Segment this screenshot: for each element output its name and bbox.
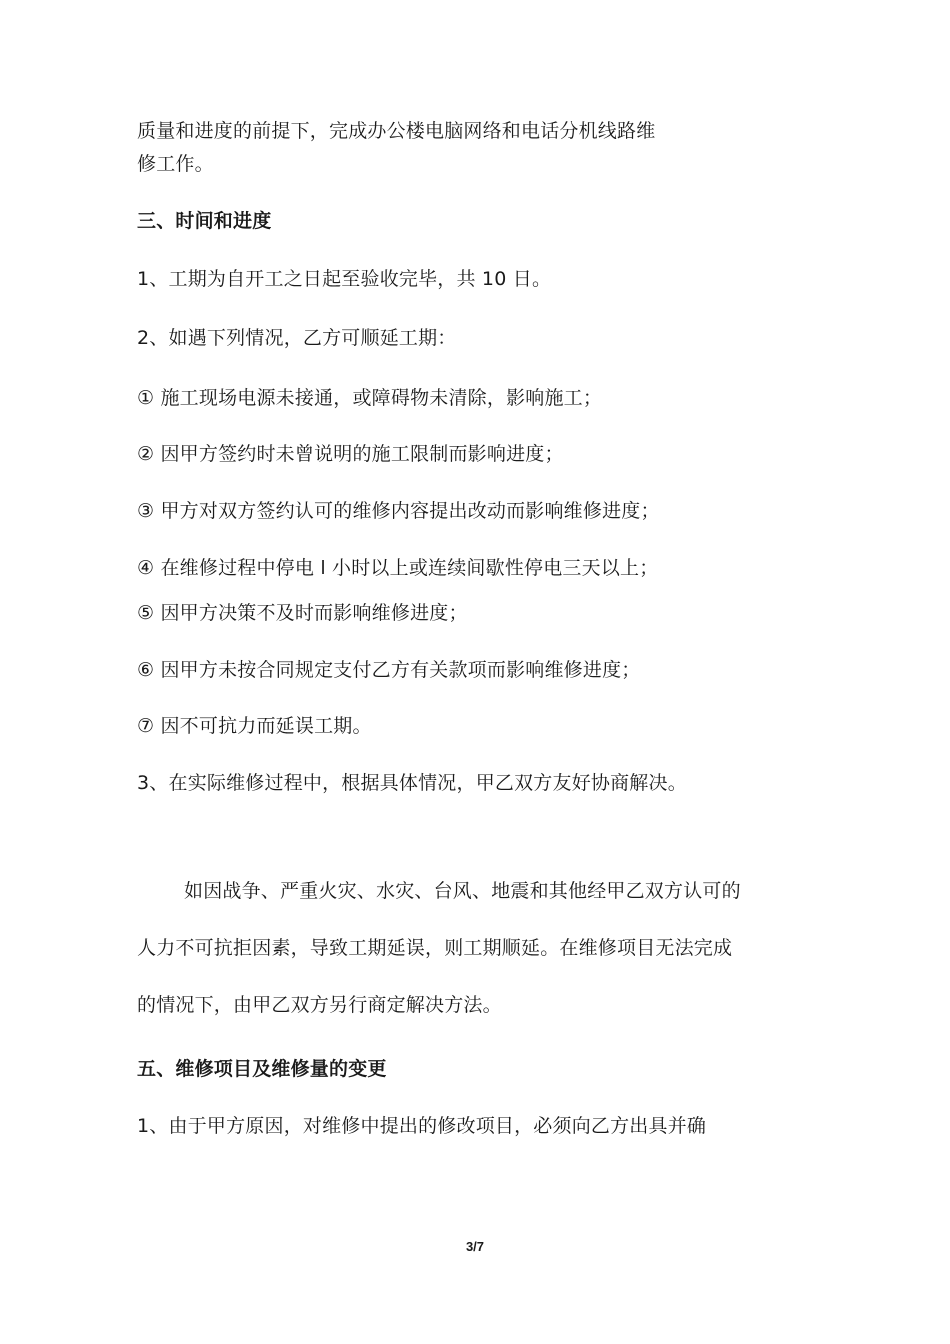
section-5-heading: 五、维修项目及维修量的变更 [137, 1058, 387, 1080]
page-number: 3/7 [465, 1239, 485, 1254]
delay-condition-6: ⑥ 因甲方未按合同规定支付乙方有关款项而影响维修进度； [137, 659, 641, 681]
force-majeure-line-3: 的情况下，由甲乙双方另行商定解决方法。 [137, 994, 502, 1016]
delay-condition-7: ⑦ 因不可抗力而延误工期。 [137, 715, 372, 737]
delay-condition-5: ⑤ 因甲方决策不及时而影响维修进度； [137, 602, 468, 624]
section-5-item-1: 1、由于甲方原因，对维修中提出的修改项目，必须向乙方出具并确 [137, 1115, 707, 1137]
section-3-item-3: 3、在实际维修过程中，根据具体情况，甲乙双方友好协商解决。 [137, 772, 687, 794]
section-3-item-1: 1、工期为自开工之日起至验收完毕，共 10 日。 [137, 268, 552, 290]
delay-condition-1: ① 施工现场电源未接通，或障碍物未清除，影响施工； [137, 387, 603, 409]
section-3-item-2: 2、如遇下列情况，乙方可顺延工期： [137, 327, 457, 349]
delay-condition-4: ④ 在维修过程中停电 l 小时以上或连续间歇性停电三天以上； [137, 557, 659, 579]
section-3-heading: 三、时间和进度 [137, 210, 272, 232]
force-majeure-line-2: 人力不可抗拒因素，导致工期延误，则工期顺延。在维修项目无法完成 [137, 937, 733, 959]
delay-condition-2: ② 因甲方签约时未曾说明的施工限制而影响进度； [137, 443, 564, 465]
delay-condition-3: ③ 甲方对双方签约认可的维修内容提出改动而影响维修进度； [137, 500, 660, 522]
force-majeure-line-1: 如因战争、严重火灾、水灾、台风、地震和其他经甲乙双方认可的 [184, 880, 741, 902]
continuation-line-2: 修工作。 [137, 153, 214, 175]
continuation-line-1: 质量和进度的前提下，完成办公楼电脑网络和电话分机线路维 [137, 120, 656, 142]
